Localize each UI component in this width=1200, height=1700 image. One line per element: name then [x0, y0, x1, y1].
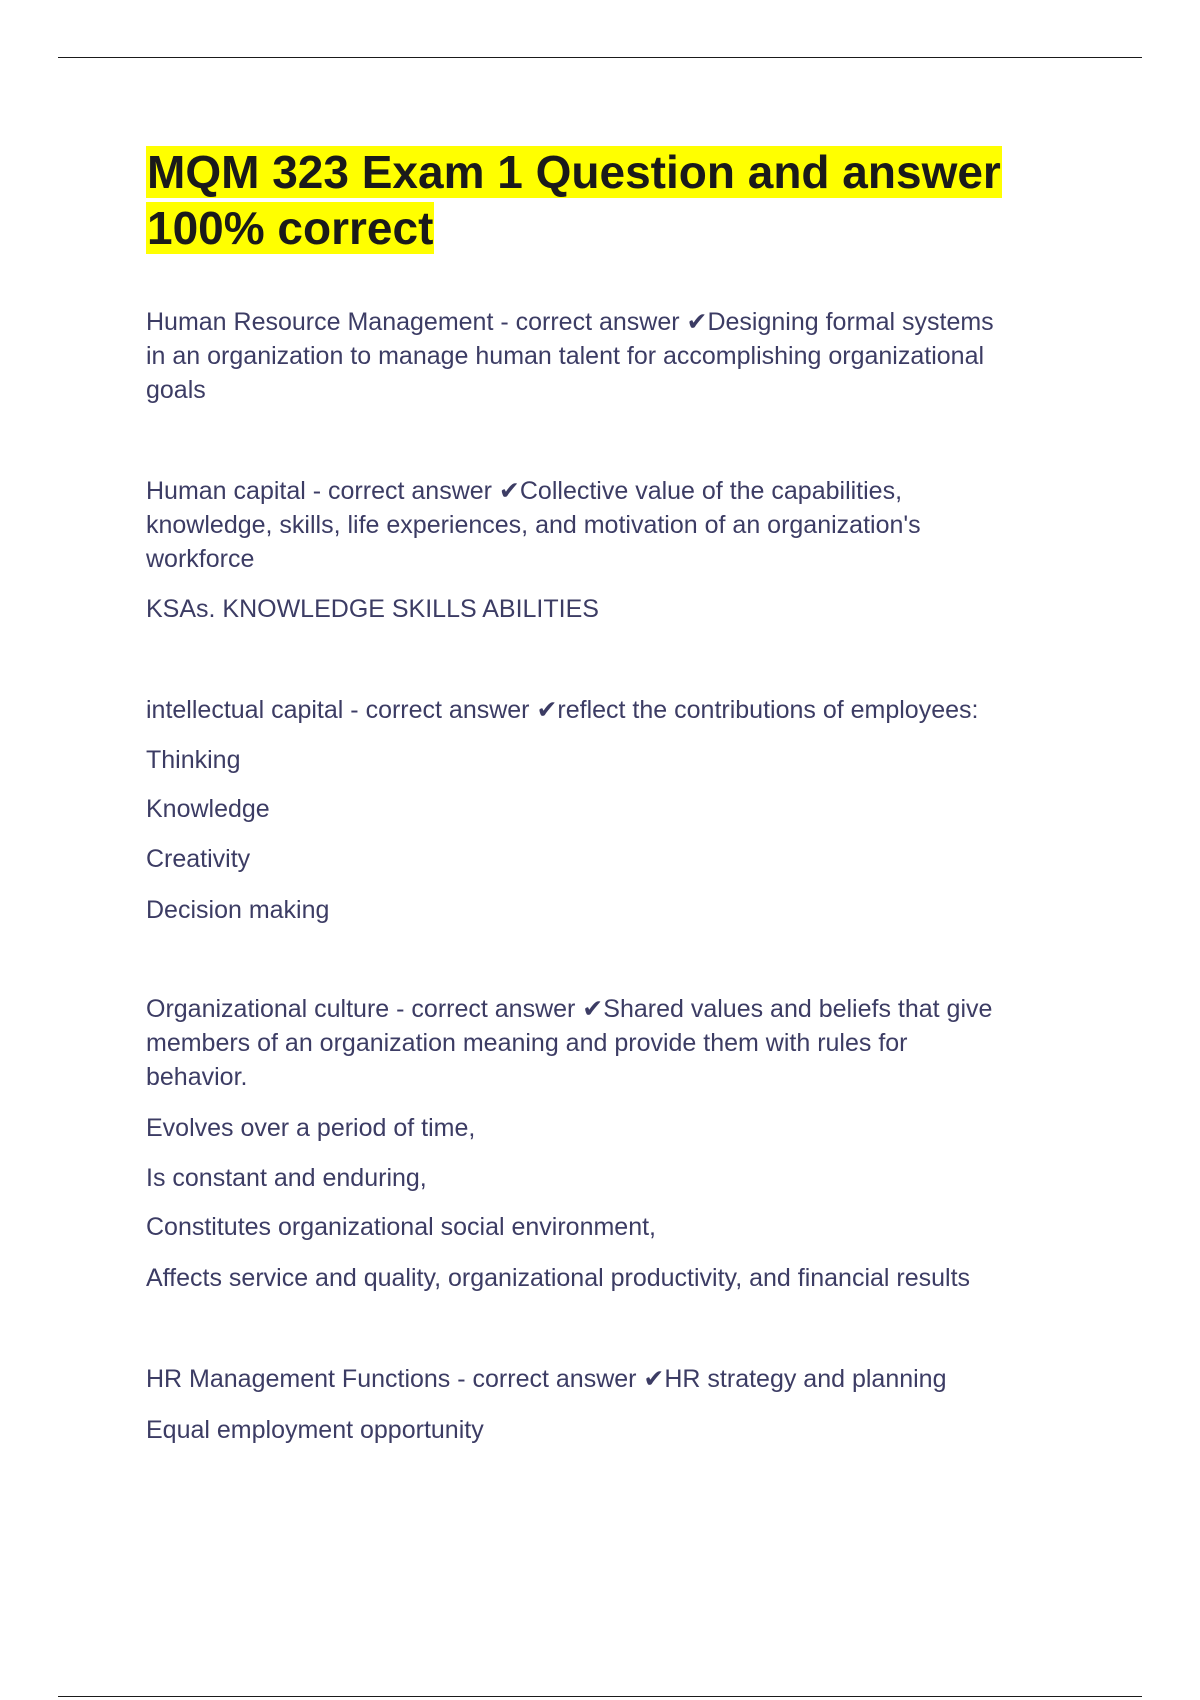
entry-extra-line: Knowledge	[146, 795, 270, 823]
entry-term: Organizational culture	[146, 995, 390, 1023]
entry-human-resource-management: Human Resource Management - correct answer ✔Designing formal systems in an organization to manage human talent for accomplishing organizational goals	[146, 308, 994, 404]
entry-definition-line: behavior.	[146, 1063, 248, 1091]
entry-term: Human capital	[146, 477, 306, 505]
entry-term: intellectual capital	[146, 696, 344, 724]
document-title	[146, 144, 1076, 256]
entry-organizational-culture: Organizational culture - correct answer ✔Shared values and beliefs that give members of an organization meaning and provide them with rules for behavior.	[146, 995, 993, 1091]
entry-hr-management-functions: HR Management Functions - correct answer ✔HR strategy and planning	[146, 1365, 947, 1393]
entry-definition-line: HR strategy and planning	[664, 1365, 947, 1393]
entry-extra-line: Decision making	[146, 896, 330, 924]
entry-human-capital: Human capital - correct answer ✔Collective value of the capabilities, knowledge, skills, life experiences, and motivation of an organization's workforce	[146, 477, 921, 573]
entry-definition-line: Designing formal systems	[707, 308, 994, 336]
title-line-2: 100% correct	[147, 202, 434, 254]
entry-extra-line: Creativity	[146, 845, 251, 873]
entry-intellectual-capital: intellectual capital - correct answer ✔reflect the contributions of employees:	[146, 696, 979, 724]
entry-definition-line: workforce	[146, 545, 255, 573]
entry-term: Human Resource Management	[146, 308, 494, 336]
answer-marker: correct answer ✔	[411, 995, 604, 1023]
entry-term: HR Management Functions	[146, 1365, 451, 1393]
answer-marker: correct answer ✔	[515, 308, 708, 336]
entry-definition-line: Shared values and beliefs that give	[603, 995, 993, 1023]
entry-definition-line: members of an organization meaning and provide them with rules for	[146, 1029, 908, 1057]
header-rule	[58, 57, 1142, 58]
footer-rule	[58, 1696, 1142, 1697]
entry-extra-line: Constitutes organizational social environment,	[146, 1213, 656, 1241]
entry-definition-line: goals	[146, 376, 206, 404]
title-line-1: MQM 323 Exam 1 Question and answer	[147, 146, 1001, 198]
entry-extra-line: Evolves over a period of time,	[146, 1114, 476, 1142]
answer-marker: correct answer ✔	[328, 477, 520, 505]
entry-extra-line: Equal employment opportunity	[146, 1416, 484, 1444]
entry-extra-line: KSAs. KNOWLEDGE SKILLS ABILITIES	[146, 595, 599, 623]
entry-definition-line: Collective value of the capabilities,	[519, 477, 903, 505]
entry-extra-line: Thinking	[146, 746, 241, 774]
answer-marker: correct answer ✔	[365, 696, 558, 724]
entry-definition-line: in an organization to manage human talent for accomplishing organizational	[146, 342, 985, 370]
answer-marker: correct answer ✔	[472, 1365, 665, 1393]
entry-definition-line: reflect the contributions of employees:	[557, 696, 979, 724]
entry-extra-line: Is constant and enduring,	[146, 1164, 427, 1192]
entry-extra-line: Affects service and quality, organizational productivity, and financial results	[146, 1264, 971, 1292]
entry-definition-line: knowledge, skills, life experiences, and motivation of an organization's	[146, 511, 921, 539]
